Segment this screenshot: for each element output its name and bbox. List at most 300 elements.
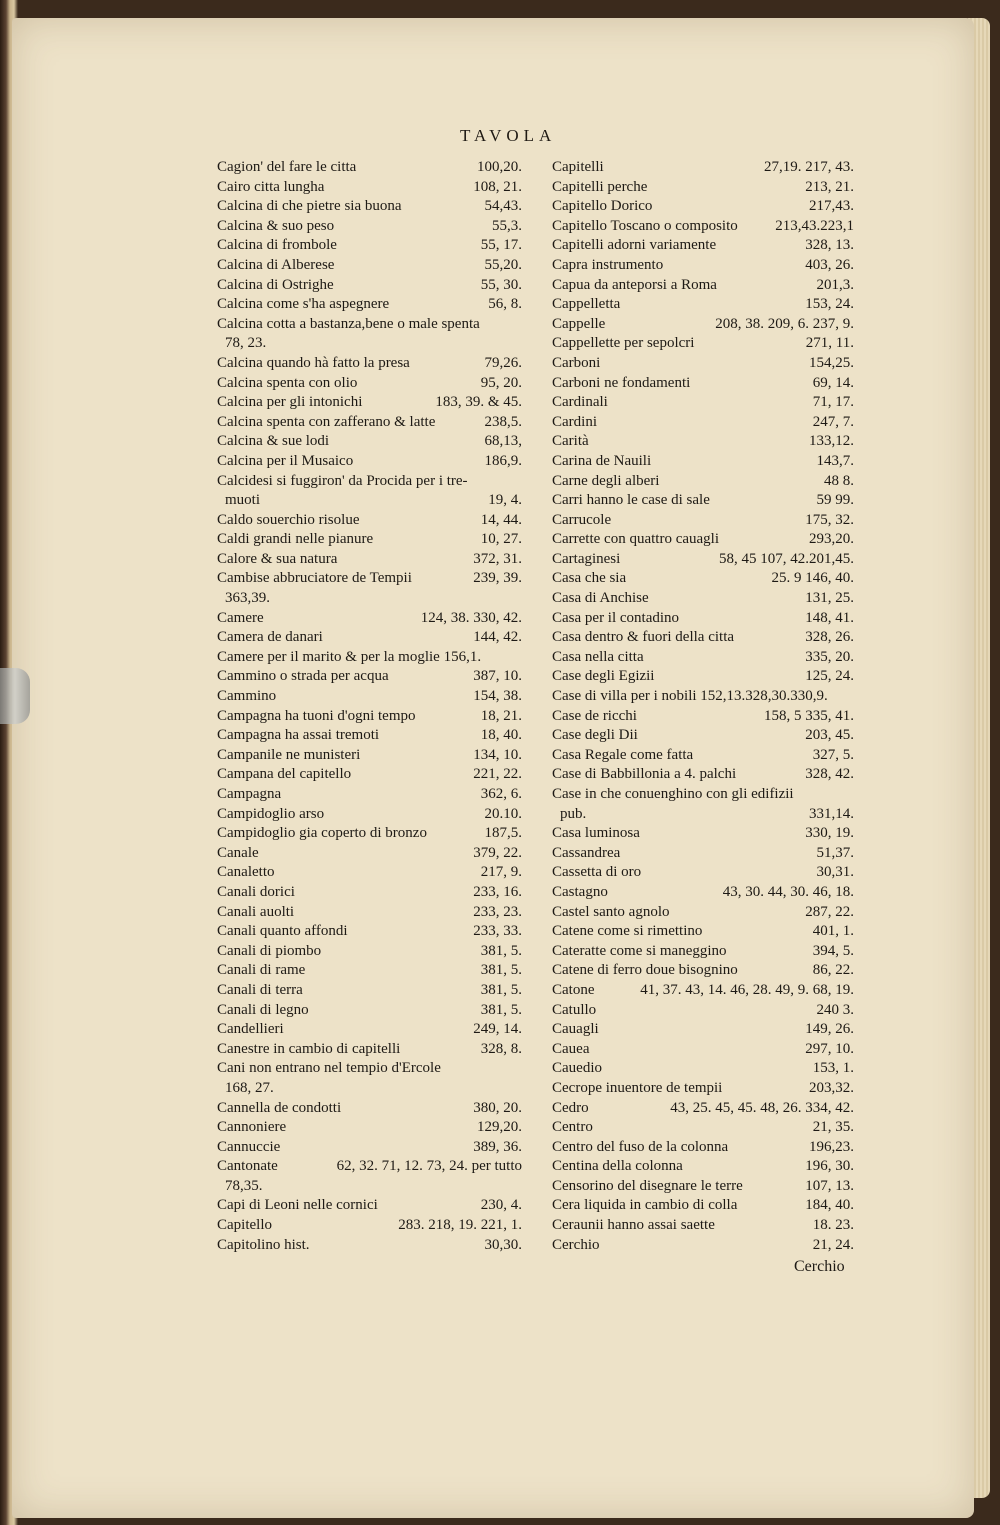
index-entry bbox=[552, 1138, 854, 1158]
index-entry bbox=[217, 374, 522, 394]
entry-term: 168, 27. bbox=[225, 1079, 274, 1096]
entry-term: Cambise abbruciatore de Tempii bbox=[217, 570, 412, 587]
entry-term: Calcina per gli intonichi bbox=[217, 394, 363, 411]
entry-references: 271, 11. bbox=[805, 335, 854, 352]
entry-references: 233, 16. bbox=[473, 883, 522, 900]
entry-term: Cateratte come si maneggino bbox=[552, 942, 727, 959]
page-heading: TAVOLA bbox=[460, 126, 557, 145]
entry-references: 249, 14. bbox=[473, 1021, 522, 1038]
entry-references: 394, 5. bbox=[812, 942, 854, 959]
entry-references: 18, 21. bbox=[480, 707, 522, 724]
entry-term: Cedro bbox=[552, 1099, 589, 1116]
index-entry bbox=[552, 765, 854, 785]
entry-term: Catene come si rimettino bbox=[552, 923, 703, 940]
index-entry bbox=[552, 981, 854, 1001]
index-entry bbox=[552, 178, 854, 198]
entry-term: Campana del capitello bbox=[217, 766, 352, 783]
entry-references: 124, 38. 330, 42. bbox=[420, 609, 522, 626]
entry-term: Cerchio bbox=[552, 1236, 600, 1253]
entry-term: Camere bbox=[217, 609, 264, 626]
entry-term: muoti bbox=[225, 492, 261, 509]
entry-references: 238,5. bbox=[484, 413, 522, 430]
index-entry bbox=[217, 1020, 522, 1040]
entry-term: Centina della colonna bbox=[552, 1158, 683, 1175]
index-entry bbox=[552, 628, 854, 648]
entry-references: 175, 32. bbox=[805, 511, 854, 528]
index-entry bbox=[552, 276, 854, 296]
entry-references: 58, 45 107, 42.201,45. bbox=[719, 550, 854, 567]
entry-term: Cammino o strada per acqua bbox=[217, 668, 389, 685]
index-entry bbox=[217, 805, 522, 825]
entry-references: 133,12. bbox=[809, 433, 854, 450]
index-entry bbox=[552, 315, 854, 335]
entry-term: Cauea bbox=[552, 1040, 590, 1057]
entry-term: Cardini bbox=[552, 413, 597, 430]
index-entry bbox=[217, 569, 522, 589]
entry-references: 149, 26. bbox=[805, 1021, 854, 1038]
entry-term: Casa Regale come fatta bbox=[552, 746, 694, 763]
entry-term: Capitelli bbox=[552, 159, 604, 175]
index-entry bbox=[217, 609, 522, 629]
entry-term: Cagion' del fare le citta bbox=[217, 159, 357, 175]
entry-term: Calcina quando hà fatto la presa bbox=[217, 354, 410, 371]
entry-term: Capitolino hist. bbox=[217, 1236, 310, 1253]
entry-references: 107, 13. bbox=[805, 1177, 854, 1194]
entry-term: Calcina spenta con zafferano & latte bbox=[217, 413, 436, 430]
index-entry bbox=[217, 1099, 522, 1119]
entry-term: 78,35. bbox=[225, 1177, 263, 1194]
index-entry bbox=[217, 589, 522, 609]
entry-references: 335, 20. bbox=[805, 648, 854, 665]
entry-references: 68,13, bbox=[484, 433, 522, 450]
entry-references: 239, 39. bbox=[473, 570, 522, 587]
entry-references: 328, 42. bbox=[805, 766, 854, 783]
entry-references: 283. 218, 19. 221, 1. bbox=[398, 1217, 522, 1234]
entry-references: 196,23. bbox=[809, 1138, 854, 1155]
entry-term: Caldi grandi nelle pianure bbox=[217, 531, 374, 548]
index-entry bbox=[552, 746, 854, 766]
entry-term: Campanile ne munisteri bbox=[217, 746, 361, 763]
entry-references: 25. 9 146, 40. bbox=[771, 570, 854, 587]
entry-term: 363,39. bbox=[225, 590, 270, 607]
entry-term: Calcina per il Musaico bbox=[217, 452, 354, 469]
index-entry bbox=[552, 1079, 854, 1099]
entry-references: 43, 25. 45, 45. 48, 26. 334, 42. bbox=[670, 1099, 854, 1116]
index-entry bbox=[552, 589, 854, 609]
index-entry bbox=[217, 452, 522, 472]
entry-references: 62, 32. 71, 12. 73, 24. per tutto bbox=[336, 1158, 522, 1175]
index-entry bbox=[552, 1196, 854, 1216]
entry-references: 328, 26. bbox=[805, 629, 854, 646]
index-entry bbox=[217, 785, 522, 805]
entry-term: Censorino del disegnare le terre bbox=[552, 1177, 743, 1194]
index-entry bbox=[217, 707, 522, 727]
entry-references: 125, 24. bbox=[805, 668, 854, 685]
index-entry bbox=[217, 1177, 522, 1197]
entry-term: Canali di terra bbox=[217, 981, 303, 998]
entry-references: 381, 5. bbox=[480, 1001, 522, 1018]
entry-references: 196, 30. bbox=[805, 1158, 854, 1175]
entry-references: 21, 35. bbox=[812, 1119, 854, 1136]
index-entry bbox=[552, 295, 854, 315]
index-entry bbox=[217, 295, 522, 315]
entry-term: Cauedio bbox=[552, 1060, 602, 1077]
entry-references: 240 3. bbox=[816, 1001, 854, 1018]
entry-term: Capitelli perche bbox=[552, 178, 648, 195]
entry-references: 387, 10. bbox=[473, 668, 522, 685]
index-entry bbox=[552, 236, 854, 256]
entry-term: Capitelli adorni variamente bbox=[552, 237, 717, 254]
entry-references: 389, 36. bbox=[473, 1138, 522, 1155]
index-entry bbox=[552, 903, 854, 923]
entry-term: Capitello Dorico bbox=[552, 198, 653, 215]
entry-term: Campidoglio gia coperto di bronzo bbox=[217, 825, 427, 842]
entry-term: Calcidesi si fuggiron' da Procida per i tre- bbox=[217, 472, 468, 489]
index-entry bbox=[552, 942, 854, 962]
entry-term: Carboni ne fondamenti bbox=[552, 374, 691, 391]
entry-references: 293,20. bbox=[809, 531, 854, 548]
entry-references: 203,32. bbox=[809, 1079, 854, 1096]
entry-references: 54,43. bbox=[484, 198, 522, 215]
entry-term: Case de ricchi bbox=[552, 707, 637, 724]
entry-term: Canali di legno bbox=[217, 1001, 309, 1018]
entry-term: Calcina & suo peso bbox=[217, 217, 335, 234]
index-entry bbox=[552, 452, 854, 472]
entry-term: Case degli Dii bbox=[552, 727, 638, 744]
entry-references: 403, 26. bbox=[805, 256, 854, 273]
index-entry bbox=[217, 197, 522, 217]
entry-references: 187,5. bbox=[484, 825, 522, 842]
index-entry bbox=[552, 687, 854, 707]
index-entry bbox=[552, 785, 854, 805]
entry-term: Cappellette per sepolcri bbox=[552, 335, 695, 352]
index-entry bbox=[217, 844, 522, 864]
index-entry bbox=[217, 432, 522, 452]
entry-references: 55,20. bbox=[484, 256, 522, 273]
entry-references: 18. 23. bbox=[812, 1217, 854, 1234]
entry-references: 328, 13. bbox=[805, 237, 854, 254]
entry-term: Calcina cotta a bastanza,bene o male spenta bbox=[217, 315, 480, 332]
index-entry bbox=[552, 883, 854, 903]
entry-references: 201,3. bbox=[816, 276, 854, 293]
index-entry bbox=[217, 726, 522, 746]
entry-term: Camere per il marito & per la moglie 156,1. bbox=[217, 648, 482, 665]
index-entry bbox=[217, 236, 522, 256]
entry-term: Cappelletta bbox=[552, 296, 621, 313]
index-entry bbox=[217, 276, 522, 296]
index-entry bbox=[552, 256, 854, 276]
entry-references: 100,20. bbox=[477, 159, 522, 175]
entry-references: 143,7. bbox=[816, 452, 854, 469]
index-entry bbox=[552, 432, 854, 452]
entry-term: Campidoglio arso bbox=[217, 805, 325, 822]
entry-term: Casa per il contadino bbox=[552, 609, 680, 626]
entry-term: Canali di rame bbox=[217, 962, 306, 979]
index-entry bbox=[217, 217, 522, 237]
index-entry bbox=[552, 805, 854, 825]
index-entry bbox=[552, 569, 854, 589]
index-entry bbox=[552, 1059, 854, 1079]
entry-references: 328, 8. bbox=[480, 1040, 522, 1057]
entry-term: Ceraunii hanno assai saette bbox=[552, 1217, 715, 1234]
entry-references: 217, 9. bbox=[480, 864, 522, 881]
index-entry bbox=[552, 707, 854, 727]
index-entry bbox=[217, 1079, 522, 1099]
entry-term: Case di Babbillonia a 4. palchi bbox=[552, 766, 737, 783]
entry-term: Cecrope inuentore de tempii bbox=[552, 1079, 723, 1096]
index-entry bbox=[552, 863, 854, 883]
index-entry bbox=[552, 609, 854, 629]
entry-references: 297, 10. bbox=[805, 1040, 854, 1057]
entry-term: Cannella de condotti bbox=[217, 1099, 342, 1116]
entry-references: 221, 22. bbox=[473, 766, 522, 783]
entry-references: 41, 37. 43, 14. 46, 28. 49, 9. 68, 19. bbox=[640, 981, 854, 998]
index-entry bbox=[552, 550, 854, 570]
entry-references: 51,37. bbox=[816, 844, 854, 861]
entry-term: Cappelle bbox=[552, 315, 606, 332]
entry-references: 380, 20. bbox=[473, 1099, 522, 1116]
index-entry bbox=[552, 1216, 854, 1236]
index-entry bbox=[217, 648, 522, 668]
entry-references: 95, 20. bbox=[480, 374, 522, 391]
index-entry bbox=[552, 197, 854, 217]
index-entry bbox=[552, 1099, 854, 1119]
entry-term: Capitello bbox=[217, 1217, 272, 1234]
index-entry bbox=[217, 334, 522, 354]
entry-references: 48 8. bbox=[824, 472, 854, 489]
entry-term: Canali quanto affondi bbox=[217, 923, 348, 940]
entry-references: 381, 5. bbox=[480, 942, 522, 959]
entry-term: Castel santo agnolo bbox=[552, 903, 670, 920]
entry-references: 148, 41. bbox=[805, 609, 854, 626]
entry-term: Calcina come s'ha aspegnere bbox=[217, 296, 390, 313]
entry-term: Candellieri bbox=[217, 1021, 284, 1038]
index-entry bbox=[217, 178, 522, 198]
entry-references: 14, 44. bbox=[480, 511, 522, 528]
entry-term: Canali di piombo bbox=[217, 942, 322, 959]
entry-term: Casa nella citta bbox=[552, 648, 644, 665]
entry-term: Case degli Egizii bbox=[552, 668, 655, 685]
entry-references: 327, 5. bbox=[812, 746, 854, 763]
index-entry bbox=[217, 315, 522, 335]
index-entry bbox=[217, 883, 522, 903]
entry-references: 108, 21. bbox=[473, 178, 522, 195]
entry-references: 18, 40. bbox=[480, 727, 522, 744]
entry-references: 217,43. bbox=[809, 198, 854, 215]
entry-term: Cardinali bbox=[552, 394, 608, 411]
index-entry bbox=[552, 824, 854, 844]
entry-term: Casa che sia bbox=[552, 570, 627, 587]
entry-references: 247, 7. bbox=[812, 413, 854, 430]
index-entry bbox=[217, 687, 522, 707]
index-entry bbox=[217, 922, 522, 942]
entry-references: 86, 22. bbox=[812, 962, 854, 979]
entry-references: 362, 6. bbox=[480, 786, 522, 802]
entry-term: Catone bbox=[552, 981, 595, 998]
entry-term: Cairo citta lungha bbox=[217, 178, 325, 195]
entry-term: Campagna ha tuoni d'ogni tempo bbox=[217, 707, 416, 724]
entry-term: 78, 23. bbox=[225, 335, 267, 352]
entry-references: 20.10. bbox=[484, 805, 522, 822]
entry-references: 158, 5 335, 41. bbox=[764, 707, 854, 724]
entry-term: Catullo bbox=[552, 1001, 597, 1018]
index-entry bbox=[552, 511, 854, 531]
entry-term: Case in che conuenghino con gli edifizii bbox=[552, 786, 794, 802]
entry-references: 30,30. bbox=[484, 1236, 522, 1253]
index-entry bbox=[217, 1216, 522, 1236]
entry-term: Centro del fuso de la colonna bbox=[552, 1138, 729, 1155]
entry-term: pub. bbox=[560, 805, 587, 822]
entry-term: Canaletto bbox=[217, 864, 275, 881]
entry-term: Canali dorici bbox=[217, 883, 295, 900]
entry-references: 10, 27. bbox=[480, 531, 522, 548]
index-entry bbox=[217, 413, 522, 433]
entry-references: 401, 1. bbox=[812, 923, 854, 940]
entry-references: 144, 42. bbox=[473, 629, 522, 646]
entry-term: Carri hanno le case di sale bbox=[552, 492, 710, 509]
entry-term: Canestre in cambio di capitelli bbox=[217, 1040, 401, 1057]
entry-term: Carità bbox=[552, 433, 589, 450]
index-entry bbox=[217, 158, 522, 178]
index-entry bbox=[217, 981, 522, 1001]
index-entry bbox=[552, 472, 854, 492]
entry-references: 55, 30. bbox=[480, 276, 522, 293]
entry-term: Canali auolti bbox=[217, 903, 295, 920]
entry-term: Cera liquida in cambio di colla bbox=[552, 1197, 738, 1214]
index-entry bbox=[217, 628, 522, 648]
index-entry bbox=[217, 942, 522, 962]
entry-term: Caldo souerchio risolue bbox=[217, 511, 360, 528]
entry-references: 43, 30. 44, 30. 46, 18. bbox=[722, 883, 854, 900]
catchword: Cerchio bbox=[794, 1258, 845, 1275]
entry-term: Cannuccie bbox=[217, 1138, 281, 1155]
index-entry bbox=[217, 1157, 522, 1177]
entry-references: 30,31. bbox=[816, 864, 854, 881]
entry-references: 134, 10. bbox=[473, 746, 522, 763]
index-entry bbox=[552, 922, 854, 942]
entry-term: Cani non entrano nel tempio d'Ercole bbox=[217, 1060, 441, 1077]
entry-references: 230, 4. bbox=[480, 1197, 522, 1214]
entry-references: 186,9. bbox=[484, 452, 522, 469]
index-entry bbox=[217, 1138, 522, 1158]
entry-term: Calcina spenta con olio bbox=[217, 374, 358, 391]
entry-term: Capitello Toscano o composito bbox=[552, 217, 738, 234]
entry-term: Cauagli bbox=[552, 1021, 599, 1038]
index-entry bbox=[217, 393, 522, 413]
entry-references: 131, 25. bbox=[805, 590, 854, 607]
entry-references: 183, 39. & 45. bbox=[435, 394, 522, 411]
index-entry bbox=[552, 1020, 854, 1040]
index-entry bbox=[552, 667, 854, 687]
entry-term: Calcina di che pietre sia buona bbox=[217, 198, 402, 215]
index-entry bbox=[217, 1196, 522, 1216]
entry-term: Canale bbox=[217, 844, 259, 861]
index-entry bbox=[552, 1118, 854, 1138]
index-column-left bbox=[217, 158, 522, 1255]
index-entry bbox=[217, 765, 522, 785]
index-entry bbox=[217, 472, 522, 492]
index-entry bbox=[552, 374, 854, 394]
index-entry bbox=[217, 550, 522, 570]
index-entry bbox=[552, 413, 854, 433]
entry-term: Carrucole bbox=[552, 511, 612, 528]
entry-term: Centro bbox=[552, 1119, 593, 1136]
entry-references: 153, 1. bbox=[812, 1060, 854, 1077]
index-entry bbox=[552, 158, 854, 178]
entry-references: 154, 38. bbox=[473, 688, 522, 705]
entry-references: 21, 24. bbox=[812, 1236, 854, 1253]
entry-references: 381, 5. bbox=[480, 962, 522, 979]
entry-term: Camera de danari bbox=[217, 629, 323, 646]
index-entry bbox=[552, 334, 854, 354]
entry-term: Carne degli alberi bbox=[552, 472, 660, 489]
index-entry bbox=[217, 863, 522, 883]
entry-references: 79,26. bbox=[484, 354, 522, 371]
entry-references: 379, 22. bbox=[473, 844, 522, 861]
index-entry bbox=[552, 1001, 854, 1021]
entry-references: 56, 8. bbox=[488, 296, 522, 313]
index-entry bbox=[552, 1040, 854, 1060]
entry-references: 372, 31. bbox=[473, 550, 522, 567]
entry-references: 331,14. bbox=[809, 805, 854, 822]
entry-references: 184, 40. bbox=[805, 1197, 854, 1214]
index-entry bbox=[552, 491, 854, 511]
entry-term: Carrette con quattro cauagli bbox=[552, 531, 720, 548]
entry-references: 55, 17. bbox=[480, 237, 522, 254]
entry-term: Calcina & sue lodi bbox=[217, 433, 330, 450]
entry-references: 287, 22. bbox=[805, 903, 854, 920]
entry-references: 233, 33. bbox=[473, 923, 522, 940]
index-entry bbox=[552, 648, 854, 668]
entry-term: Catene di ferro doue bisognino bbox=[552, 962, 738, 979]
index-entry bbox=[217, 530, 522, 550]
entry-term: Carboni bbox=[552, 354, 601, 371]
entry-references: 213, 21. bbox=[805, 178, 854, 195]
index-entry bbox=[217, 511, 522, 531]
entry-references: 69, 14. bbox=[812, 374, 854, 391]
entry-term: Casa luminosa bbox=[552, 825, 640, 842]
entry-references: 153, 24. bbox=[805, 296, 854, 313]
entry-references: 55,3. bbox=[492, 217, 522, 234]
index-entry bbox=[217, 667, 522, 687]
entry-references: 19, 4. bbox=[488, 492, 522, 509]
entry-term: Calcina di Alberese bbox=[217, 256, 335, 273]
index-entry bbox=[552, 354, 854, 374]
entry-term: Carina de Nauili bbox=[552, 452, 652, 469]
entry-term: Calore & sua natura bbox=[217, 550, 338, 567]
index-entry bbox=[217, 961, 522, 981]
index-entry bbox=[217, 354, 522, 374]
index-entry bbox=[552, 961, 854, 981]
index-entry bbox=[217, 903, 522, 923]
index-entry bbox=[217, 746, 522, 766]
index-entry bbox=[552, 1177, 854, 1197]
index-entry bbox=[552, 1157, 854, 1177]
entry-term: Cartaginesi bbox=[552, 550, 621, 567]
entry-references: 27,19. 217, 43. bbox=[764, 159, 854, 175]
index-entry bbox=[552, 393, 854, 413]
entry-term: Castagno bbox=[552, 883, 608, 900]
entry-references: 213,43.223,1 bbox=[775, 217, 854, 234]
entry-term: Cannoniere bbox=[217, 1119, 287, 1136]
index-entry bbox=[217, 1236, 522, 1256]
entry-term: Casa di Anchise bbox=[552, 590, 649, 607]
entry-references: 203, 45. bbox=[805, 727, 854, 744]
index-entry bbox=[217, 256, 522, 276]
entry-term: Cassandrea bbox=[552, 844, 621, 861]
entry-references: 129,20. bbox=[477, 1119, 522, 1136]
entry-term: Campagna ha assai tremoti bbox=[217, 727, 380, 744]
